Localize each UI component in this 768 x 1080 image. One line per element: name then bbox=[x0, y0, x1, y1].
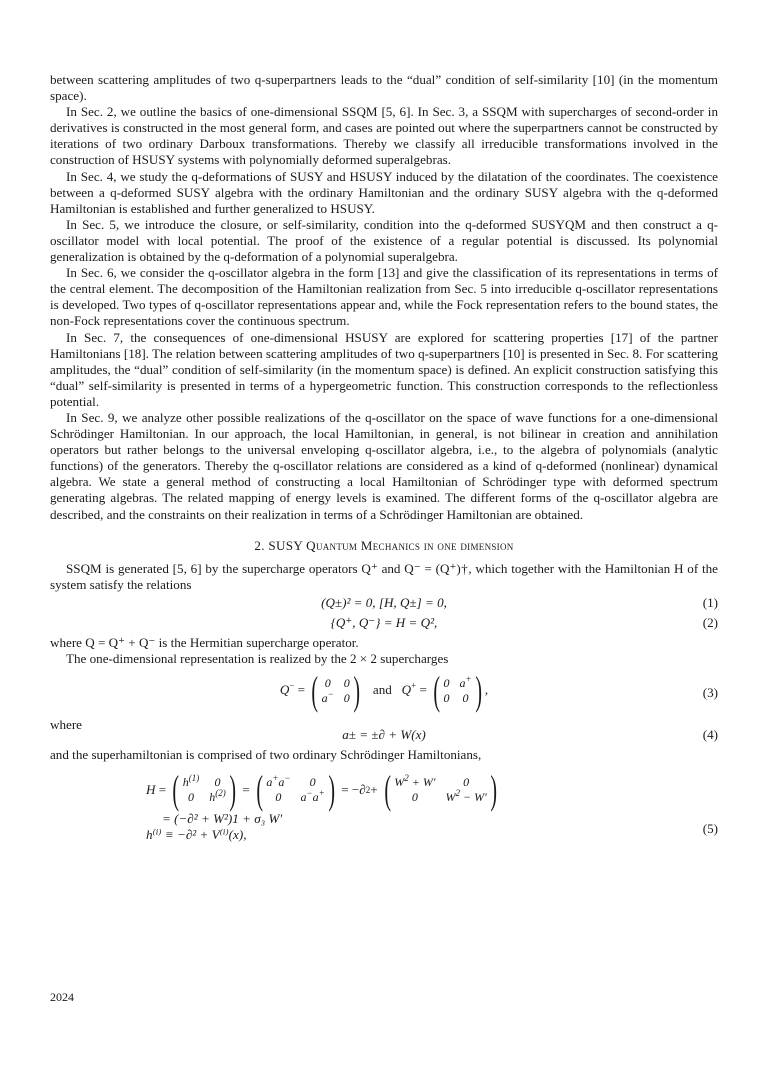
paper-page bbox=[50, 72, 718, 843]
equation-4-number: (4) bbox=[702, 727, 718, 743]
equation-3-number: (3) bbox=[702, 685, 718, 701]
matrix-h-blocks: ( $h^{(1)}$ 0 0 $h^{(2)}$ ) bbox=[172, 767, 236, 813]
paragraph-continued: between scattering amplitudes of two q-superpartners leads to the “dual” condition of self-similarity [10] (in the momentum space). bbox=[50, 72, 718, 104]
paragraph-ssqm-intro: SSQM is generated [5, 6] by the supercharge operators Q⁺ and Q⁻ = (Q⁺)†, which together with the Hamiltonian H of the system satisfy the relations bbox=[50, 560, 718, 592]
paragraph-hermitian: where Q = Q⁺ + Q⁻ is the Hermitian supercharge operator. bbox=[50, 634, 359, 650]
equation-3 bbox=[50, 668, 718, 715]
paragraph-where: where bbox=[50, 717, 82, 733]
matrix-q-plus: ( 0 a+ 0 0 ) bbox=[433, 668, 482, 714]
section-heading bbox=[50, 538, 718, 554]
equation-2 bbox=[50, 615, 718, 633]
paragraph-sec2: In Sec. 2, we outline the basics of one-dimensional SSQM [5, 6]. In Sec. 3, a SSQM with supercharges of second-order in derivatives is constructed in the most general form, and cases are pointed out where the superpartners cannot be constructed by iterations of two ordinary Darboux transformations. Thereby we classify all irreducible transformations involved in the construction of HSUSY systems with polynomially deformed superalgebras. bbox=[50, 104, 718, 168]
paragraph-sec7: In Sec. 7, the consequences of one-dimensional HSUSY are explored for scattering properties [17] of the partner Hamiltonians [18]. The relation between scattering amplitudes of two q-superpartners [10] is presented in Sec. 8. For scattering amplitudes, the “dual” condition of self-similarity (in the momentum space) is defined. An explicit construction satisfying this “dual” self-similarity is presented in terms of a hypergeometric function. This construction corresponds to the reflectionless potential. bbox=[50, 329, 718, 409]
equation-4 bbox=[50, 727, 718, 745]
paragraph-sec4: In Sec. 4, we study the q-deformations of SUSY and HSUSY induced by the dilatation of the coordinates. The coexistence between a q-deformed SUSY algebra with the ordinary Hamiltonian and the ordinary SUSY algebra with the q-deformed Hamiltonian is established and further generalized to HSUSY. bbox=[50, 168, 718, 216]
equation-5 bbox=[50, 769, 718, 843]
section-number: 2. bbox=[254, 537, 265, 553]
equation-5-line-1: H = ( $h^{(1)}$ 0 0 $h^{(2)}$ ) = ( a+a− 0 0 a−a+ ) = −∂ 2 + ( $W^2 + W'$ 0 0 $W^2 - W'$ ) bbox=[50, 769, 718, 811]
page-number: 2024 bbox=[50, 990, 74, 1004]
equation-5-line-3: h⁽ⁱ⁾ ≡ −∂² + V⁽ⁱ⁾(x), bbox=[146, 827, 247, 843]
equation-5-line-2: = (−∂² + W²)1 + σ₃ W′ bbox=[162, 811, 283, 827]
paragraph-superhamiltonian: and the superhamiltonian is comprised of two ordinary Schrödinger Hamiltonians, bbox=[50, 747, 482, 763]
paragraph-sec6: In Sec. 6, we consider the q-oscillator algebra in the form [13] and give the classification of its representations in terms of the central element. The decomposition of the Hamiltonian realization from Sec. 5 into irreducible q-oscillator representations is developed. Two types of q-oscillator representations appear and, while the Fock representation refers to the bound states, the non-Fock representations cover the continuous spectrum. bbox=[50, 265, 718, 329]
equation-1-body: (Q±)² = 0, [H, Q±] = 0, bbox=[321, 594, 447, 610]
equation-2-body: {Q⁺, Q⁻} = H = Q², bbox=[330, 614, 438, 630]
equation-5-number: (5) bbox=[702, 821, 718, 837]
equation-4-body: a± = ±∂ + W(x) bbox=[342, 727, 426, 743]
equation-3-body: Q− = ( 0 0 a− 0 ) and Q+ = ( 0 a+ 0 0 ) , bbox=[279, 668, 489, 714]
matrix-a-products: ( a+a− 0 0 a−a+ ) bbox=[256, 767, 335, 813]
equation-2-number: (2) bbox=[702, 614, 718, 630]
equation-1 bbox=[50, 595, 718, 613]
paragraph-sec9: In Sec. 9, we analyze other possible realizations of the q-oscillator on the space of wave functions for a one-dimensional Schrödinger Hamiltonian. In our approach, the local Hamiltonian, in general, is not bilinear in creation and annihilation operators but rather belongs to the universal enveloping q-oscillator algebra, i.e., to the algebra of polynomials (analytic functions) of the generators. Thereby the q-oscillator relations are considered as a kind of q-deformed (nonlinear) dynamical algebra. We state a general method of constructing a local Hamiltonian of Schrödinger type with deformed spectrum generating algebras. The related mapping of energy levels is examined. The different forms of the q-oscillator algebra are described, and the constraints on their realization in terms of a Schrödinger Hamiltonian are obtained. bbox=[50, 409, 718, 522]
matrix-q-minus: ( 0 0 a− 0 ) bbox=[311, 668, 360, 714]
paragraph-sec5: In Sec. 5, we introduce the closure, or self-similarity, condition into the q-deformed SUSYQM and then construct a q-oscillator model with local potential. The proof of the existence of a regular potential is discussed. Its polynomial generalization is obtained by the q-deformation of a polynomial superalgebra. bbox=[50, 216, 718, 265]
matrix-w-terms: ( $W^2 + W'$ 0 0 $W^2 - W'$ ) bbox=[384, 767, 497, 813]
paragraph-matrix-intro: The one-dimensional representation is realized by the 2 × 2 supercharges bbox=[66, 651, 449, 666]
equation-1-number: (1) bbox=[702, 594, 718, 610]
section-title: SUSY Quantum Mechanics in one dimension bbox=[268, 537, 514, 553]
